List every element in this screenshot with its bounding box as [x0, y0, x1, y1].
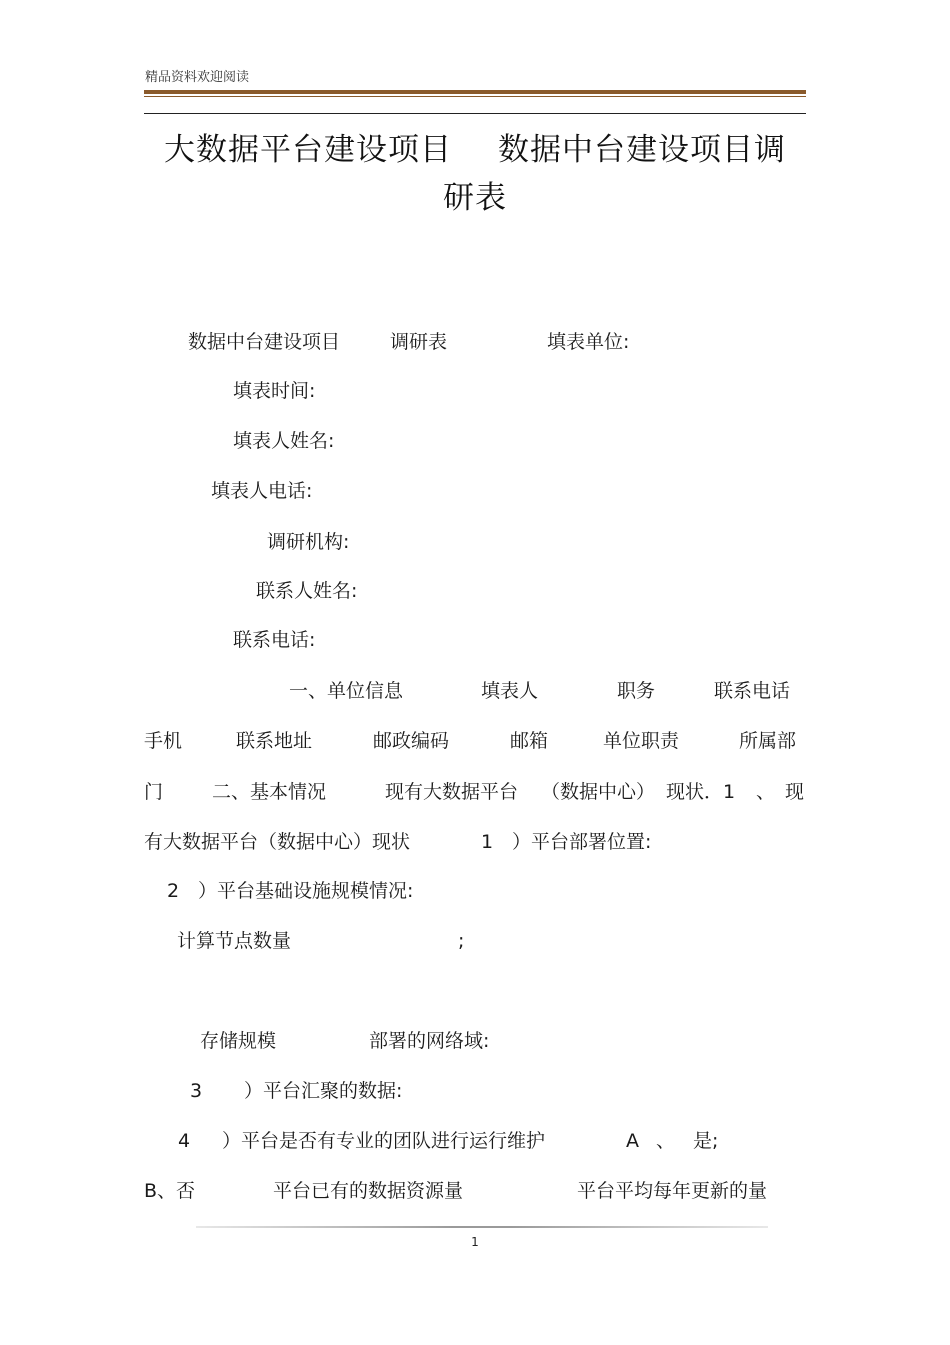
text-l8d: 联系电话	[714, 680, 791, 702]
text-l10c: 现有大数据平台	[385, 781, 519, 803]
text-l14b: 部署的网络域:	[369, 1030, 490, 1052]
text-l17a: B、否	[144, 1180, 196, 1202]
header-rule-thin	[144, 96, 806, 97]
text-l1a: 数据中台建设项目	[188, 331, 341, 353]
header-text: 精品资料欢迎阅读	[145, 70, 250, 85]
text-l11b: 1	[481, 831, 494, 853]
text-l5: 调研机构:	[267, 531, 350, 553]
text-l16e: 是;	[693, 1130, 719, 1152]
text-l9a: 手机	[144, 730, 183, 752]
text-l17b: 平台已有的数据资源量	[273, 1180, 464, 1202]
text-l15a: 3	[190, 1080, 203, 1102]
text-l10g: 现	[785, 781, 805, 803]
text-l12a: 2	[167, 880, 180, 902]
text-l12b: ）平台基础设施规模情况:	[198, 880, 414, 902]
footer-rule	[196, 1226, 768, 1228]
text-l2: 填表时间:	[233, 380, 316, 402]
text-l11a: 有大数据平台（数据中心）现状	[144, 831, 411, 853]
header-rule-black	[144, 113, 806, 114]
text-l10f: 、	[756, 781, 776, 803]
text-l8a: 一、单位信息	[289, 680, 404, 702]
text-l16b: ）平台是否有专业的团队进行运行维护	[222, 1130, 546, 1152]
text-l11c: ）平台部署位置:	[512, 831, 652, 853]
title-part-2: 数据中台建设项目调	[498, 132, 786, 168]
text-l9f: 所属部	[739, 730, 797, 752]
page-number: 1	[471, 1235, 479, 1249]
header-rule-thick	[144, 90, 806, 94]
text-l1c: 填表单位:	[547, 331, 630, 353]
text-l13b: ;	[458, 930, 465, 952]
title-part-3: 研表	[443, 180, 507, 216]
text-l3: 填表人姓名:	[233, 430, 335, 452]
text-l9c: 邮政编码	[373, 730, 450, 752]
text-l10a: 门	[144, 781, 164, 803]
text-l10e: 现状．1	[666, 781, 736, 803]
text-l9e: 单位职责	[603, 730, 680, 752]
text-l15b: ）平台汇聚的数据:	[244, 1080, 403, 1102]
title-part-1: 大数据平台建设项目	[164, 132, 452, 168]
text-l6: 联系人姓名:	[256, 580, 358, 602]
text-l10b: 二、基本情况	[212, 781, 327, 803]
text-l14a: 存储规模	[200, 1030, 277, 1052]
text-l13a: 计算节点数量	[177, 930, 292, 952]
text-l8c: 职务	[617, 680, 656, 702]
text-l16c: A	[626, 1130, 639, 1152]
text-l1b: 调研表	[390, 331, 448, 353]
text-l8b: 填表人	[481, 680, 539, 702]
text-l9d: 邮箱	[510, 730, 549, 752]
text-l7: 联系电话:	[233, 629, 316, 651]
text-l9b: 联系地址	[236, 730, 313, 752]
text-l16a: 4	[178, 1130, 191, 1152]
text-l10d: （数据中心）	[541, 781, 656, 803]
text-l4: 填表人电话:	[211, 480, 313, 502]
text-l16d: 、	[656, 1130, 676, 1152]
text-l17c: 平台平均每年更新的量	[577, 1180, 768, 1202]
document-title	[140, 126, 810, 222]
